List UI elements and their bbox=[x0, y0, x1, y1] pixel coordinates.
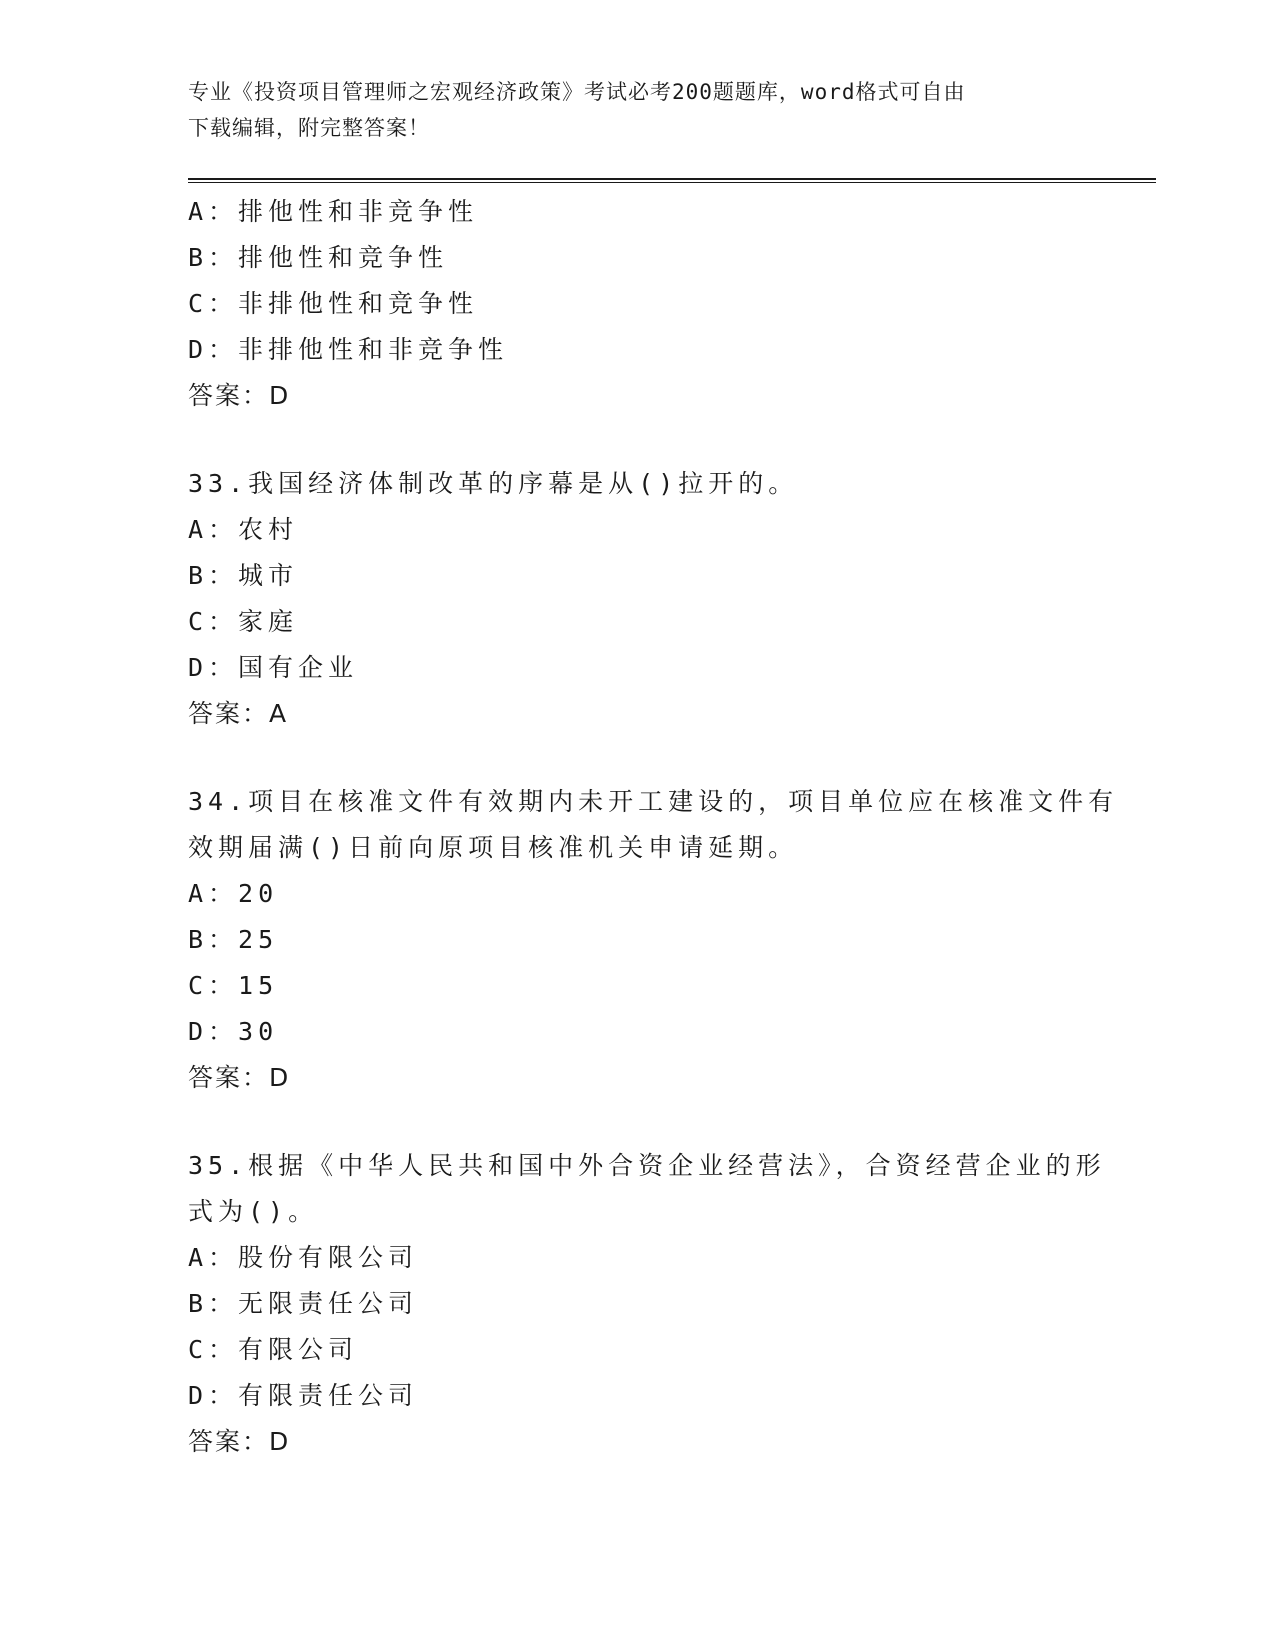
question-block-32 bbox=[188, 189, 1088, 419]
option-a: A：农村 bbox=[188, 515, 299, 544]
question-block-34 bbox=[188, 779, 1119, 1101]
answer-line: 答案：D bbox=[188, 381, 291, 410]
option-a: A：排他性和非竞争性 bbox=[188, 197, 479, 226]
document-header bbox=[188, 74, 1088, 146]
header-line-1: 专业《投资项目管理师之宏观经济政策》考试必考200题题库，word格式可自由 bbox=[188, 80, 966, 104]
answer-line: 答案：D bbox=[188, 1427, 291, 1456]
option-b: B：无限责任公司 bbox=[188, 1289, 419, 1318]
option-c: C：非排他性和竞争性 bbox=[188, 289, 479, 318]
option-c: C：15 bbox=[188, 971, 279, 1000]
question-text: 35.根据《中华人民共和国中外合资企业经营法》，合资经营企业的形 bbox=[188, 1151, 1106, 1180]
option-c: C：有限公司 bbox=[188, 1335, 359, 1364]
option-d: D：国有企业 bbox=[188, 653, 359, 682]
question-text-continued: 效期届满()日前向原项目核准机关申请延期。 bbox=[188, 833, 799, 862]
option-d: D：30 bbox=[188, 1017, 279, 1046]
question-text-continued: 式为()。 bbox=[188, 1197, 319, 1226]
document-body bbox=[188, 189, 1119, 1465]
option-a: A：20 bbox=[188, 879, 279, 908]
header-divider bbox=[188, 178, 1156, 183]
option-d: D：非排他性和非竞争性 bbox=[188, 335, 509, 364]
option-a: A：股份有限公司 bbox=[188, 1243, 419, 1272]
option-b: B：城市 bbox=[188, 561, 299, 590]
option-b: B：排他性和竞争性 bbox=[188, 243, 449, 272]
question-block-33 bbox=[188, 461, 1088, 737]
option-c: C：家庭 bbox=[188, 607, 299, 636]
option-b: B：25 bbox=[188, 925, 279, 954]
header-line-2: 下载编辑，附完整答案！ bbox=[188, 116, 430, 140]
option-d: D：有限责任公司 bbox=[188, 1381, 419, 1410]
answer-line: 答案：D bbox=[188, 1063, 291, 1092]
question-text: 34.项目在核准文件有效期内未开工建设的，项目单位应在核准文件有 bbox=[188, 787, 1119, 816]
question-block-35 bbox=[188, 1143, 1106, 1465]
question-text: 33.我国经济体制改革的序幕是从()拉开的。 bbox=[188, 469, 799, 498]
answer-line: 答案：A bbox=[188, 699, 289, 728]
